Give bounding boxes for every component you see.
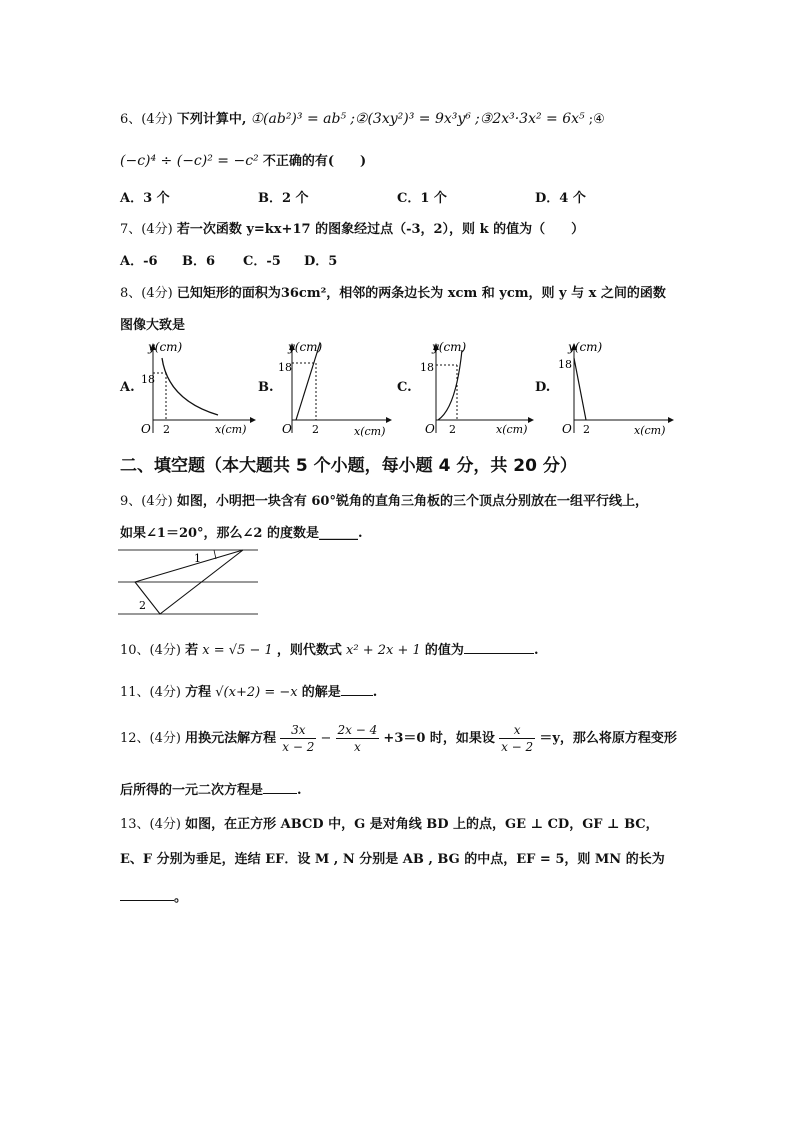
q6-tail: 不正确的有( ) [262,154,367,169]
q9-stem-line2: 如果∠1＝20°，那么∠2 的度数是______. [120,526,363,541]
q8d-y-label: y(cm) [568,340,603,354]
q6-expr4: (−c)⁴ ÷ (−c)² = −c² [120,153,259,169]
q8-graph-c [416,338,534,438]
q6-line1 [120,108,605,127]
q8b-y-label: y(cm) [288,340,323,354]
q13-answer-blank[interactable] [120,888,174,901]
q9-angle2-label: 2 [139,599,146,612]
q11-end: . [372,685,378,700]
q7-option-d[interactable]: D．5 [304,254,338,269]
q8c-y-tick: 18 [420,361,434,374]
q8a-y-label: y(cm) [148,340,183,354]
q8-graph-d [556,338,676,438]
q9-text1: 如图，小明把一块含有 60°锐角的直角三角板的三个顶点分别放在一组平行线上， [176,494,648,509]
q6-option-c[interactable]: C．1 个 [397,191,447,206]
q9-stem-line1 [120,490,648,509]
q8b-origin: O [282,422,292,436]
q10-prefix: 10、(4分) [120,643,181,658]
q6-intro: 下列计算中, [176,112,247,127]
q12-prefix: 12、(4分) [120,731,181,746]
q13-prefix: 13、(4分) [120,817,181,832]
q6-item4: ;④ [588,112,605,127]
q10-answer-blank[interactable] [464,641,534,654]
q12-end: . [297,783,302,798]
q11-answer-blank[interactable] [341,683,373,696]
q8d-y-tick: 18 [558,358,572,371]
q8-option-a[interactable]: A. [120,380,135,395]
q9-figure [118,545,258,620]
q13-end: 。 [174,890,188,905]
q12-stem-line2 [120,779,302,798]
q11-stem [120,681,377,700]
q11-text-b: 的解是 [301,685,341,700]
q7-text: 若一次函数 y=kx+17 的图象经过点（-3，2），则 k 的值为（ ） [176,222,585,237]
q10-text-a: 若 [185,643,199,658]
q7-stem [120,218,584,237]
q8a-x-label: x(cm) [215,423,247,436]
q8b-y-tick: 18 [278,361,292,374]
q10-text-b: ，则代数式 [276,643,342,658]
q8-prefix: 8、(4分) [120,286,173,301]
q8-graph-a [138,338,256,438]
q12-text-c: ＝y，那么将原方程变形 [539,731,677,746]
q12-text-a: 用换元法解方程 [185,731,277,746]
q10-text-c: 的值为 [424,643,464,658]
q6-prefix: 6、(4分) [120,112,173,127]
q13-answer-line [120,886,187,905]
section-2-title: 二、填空题（本大题共 5 个小题，每小题 4 分，共 20 分） [120,456,577,476]
q13-stem-line2: E、F 分别为垂足，连结 EF．设 M , N 分别是 AB , BG 的中点，EF = 5，则 MN 的长为 [120,852,665,867]
q13-stem-line1 [120,813,659,832]
q9-prefix: 9、(4分) [120,494,173,509]
q6-option-b[interactable]: B．2 个 [258,191,309,206]
q10-stem [120,639,538,658]
q8-option-c[interactable]: C. [397,380,412,395]
q11-expr: √(x+2) = −x [215,685,298,700]
q12-minus: − [320,731,332,746]
q8d-x-tick: 2 [583,423,590,436]
q8-stem-line2: 图像大致是 [120,318,186,333]
q6-item1: ①(ab²)³ = ab⁵ [250,111,347,127]
q7-prefix: 7、(4分) [120,222,173,237]
q12-text-b: +3＝0 时，如果设 [383,731,495,746]
q8c-x-tick: 2 [449,423,456,436]
q10-expr2: x² + 2x + 1 [346,643,421,658]
q12-line2: 后所得的一元二次方程是 [120,783,264,798]
q11-prefix: 11、(4分) [120,685,181,700]
q7-option-b[interactable]: B．6 [182,254,216,269]
q9-angle1-label: 1 [194,552,201,565]
q8a-origin: O [141,422,151,436]
q12-fraction-2: $\frac{2x - 4}{x}$ [337,723,378,754]
q8-stem-line1 [120,282,666,301]
q6-item2: ;②(3xy²)³ = 9x³y⁶ [350,111,471,127]
q6-option-a[interactable]: A．3 个 [120,191,170,206]
q8-graph-b [276,338,394,438]
q12-stem-line1 [120,722,677,755]
q10-expr: x = √5 − 1 [202,643,273,658]
q8b-x-label: x(cm) [354,425,386,438]
q8c-x-label: x(cm) [496,423,528,436]
q12-fraction-1: $\frac{3x}{x - 2}$ [282,723,315,754]
q13-line1: 如图，在正方形 ABCD 中，G 是对角线 BD 上的点，GE ⊥ CD，GF ⊥ BC， [185,817,659,832]
q8d-x-label: x(cm) [634,424,666,437]
q6-line2 [120,150,366,169]
q7-option-a[interactable]: A．-6 [120,254,158,269]
q8a-x-tick: 2 [163,423,170,436]
q7-option-c[interactable]: C．-5 [243,254,281,269]
q12-answer-blank[interactable] [263,781,297,794]
q8-option-b[interactable]: B. [258,380,274,395]
q8c-y-label: y(cm) [432,340,467,354]
q8-option-d[interactable]: D. [535,380,551,395]
q6-item3: ;③2x³·3x² = 6x⁵ [475,111,585,127]
q8-text1: 已知矩形的面积为36cm²，相邻的两条边长为 xcm 和 ycm，则 y 与 x 之间的函数 [176,286,666,301]
q8c-origin: O [425,422,435,436]
q8b-x-tick: 2 [312,423,319,436]
q12-fraction-3: $\frac{x}{x - 2}$ [501,723,534,754]
q10-end: . [533,643,539,658]
q8d-origin: O [562,422,572,436]
q11-text-a: 方程 [185,685,212,700]
q6-option-d[interactable]: D．4 个 [535,191,586,206]
q8a-y-tick: 18 [141,373,155,386]
